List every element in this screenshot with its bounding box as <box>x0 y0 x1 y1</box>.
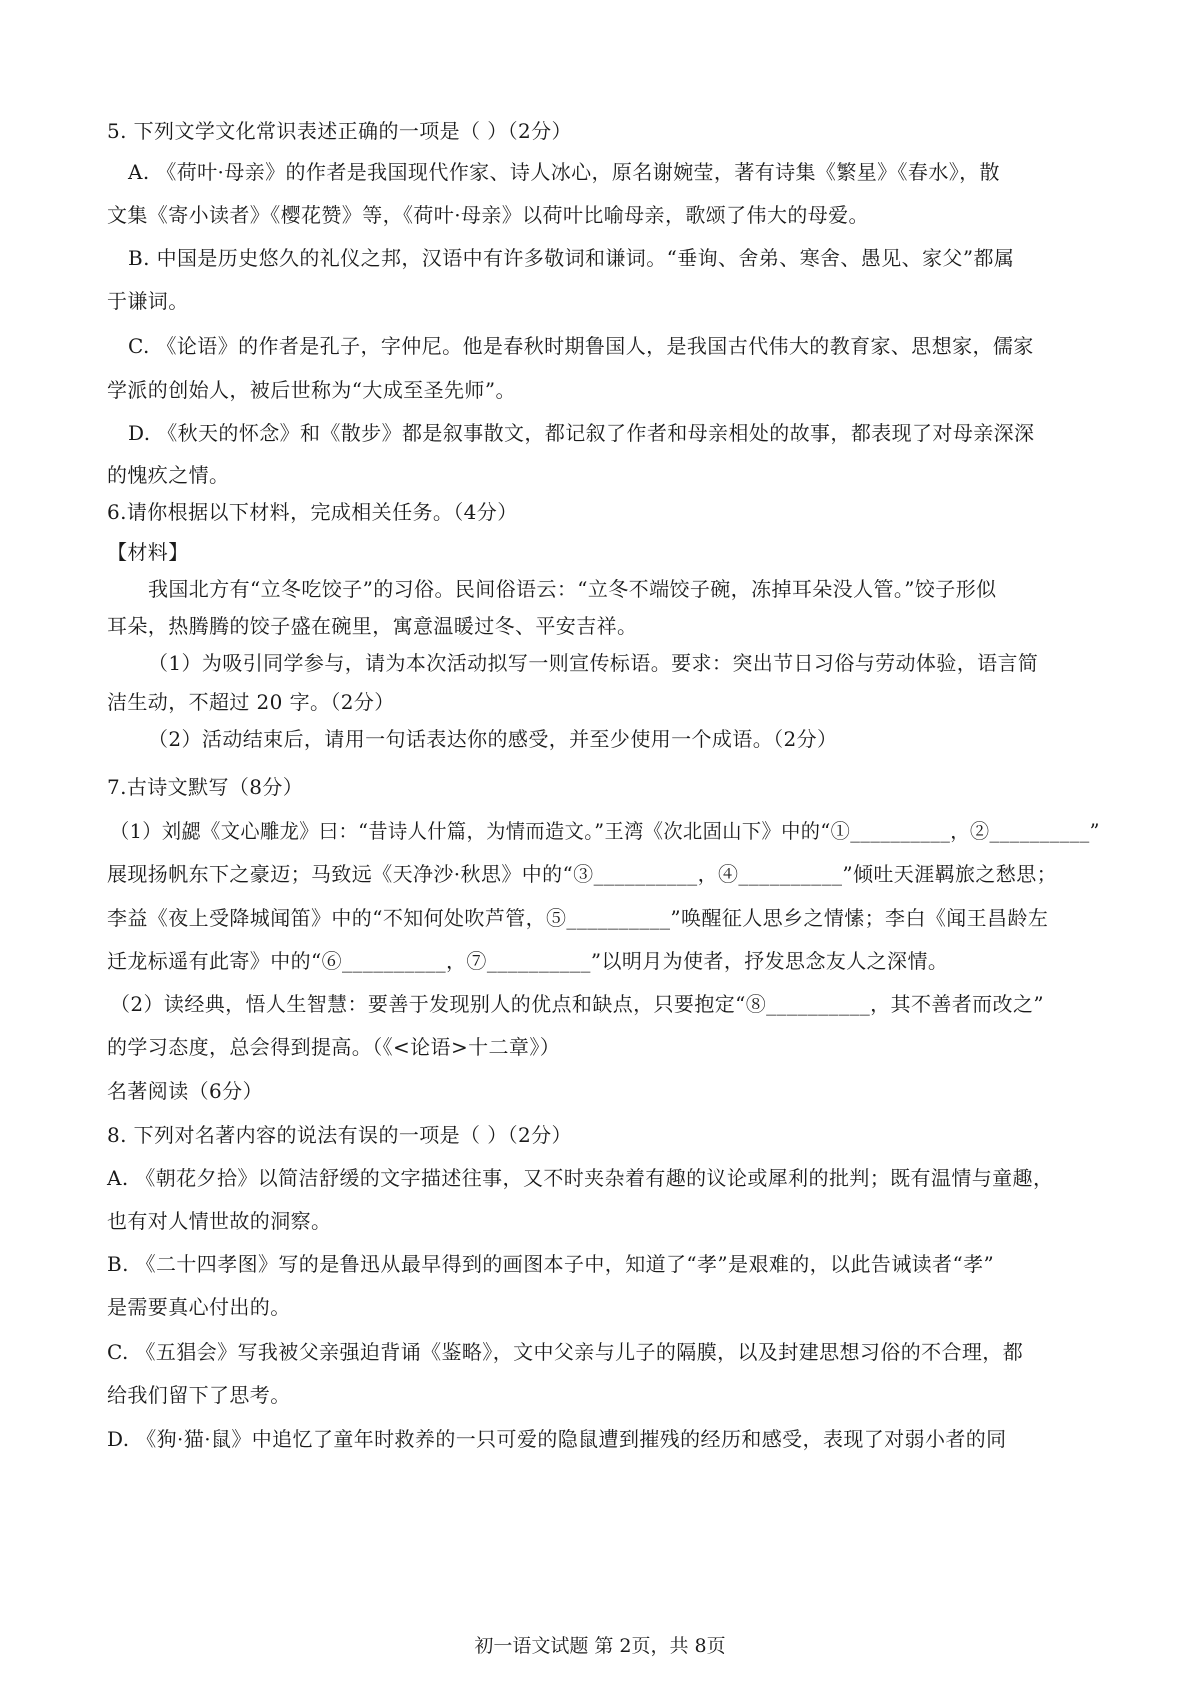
q8-option-b-line1: B. 《二十四孝图》写的是鲁迅从最早得到的画图本子中，知道了“孝”是艰难的，以此告诫读者“孝” <box>107 1252 995 1276</box>
q7-part1-line4: 迁龙标遥有此寄》中的“⑥__________，⑦__________”以明月为使者，抒发思念友人之深情。 <box>107 949 949 973</box>
q5-option-d-line2: 的愧疚之情。 <box>107 463 230 487</box>
q7-stem: 7.古诗文默写（8分） <box>107 775 304 799</box>
q8-option-c-line2: 给我们留下了思考。 <box>107 1383 291 1407</box>
q8-option-c-line1: C. 《五猖会》写我被父亲强迫背诵《鉴略》，文中父亲与儿子的隔膜，以及封建思想习俗的不合理，都 <box>107 1340 1024 1364</box>
q6-material-line1: 我国北方有“立冬吃饺子”的习俗。民间俗语云：“立冬不端饺子碗，冻掉耳朵没人管。”饺子形似 <box>148 577 997 601</box>
q7-part2-line1: （2）读经典，悟人生智慧：要善于发现别人的优点和缺点，只要抱定“⑧__________，其不善者而改之” <box>110 992 1044 1016</box>
q6-stem: 6.请你根据以下材料，完成相关任务。（4分） <box>107 500 518 524</box>
q5-option-c-line2: 学派的创始人，被后世称为“大成至圣先师”。 <box>107 378 516 402</box>
q8-option-d-line1: D. 《狗·猫·鼠》中追忆了童年时救养的一只可爱的隐鼠遭到摧残的经历和感受，表现了对弱小者的同 <box>107 1427 1007 1451</box>
q7-part1-line3: 李益《夜上受降城闻笛》中的“不知何处吹芦管，⑤__________”唤醒征人思乡之情愫；李白《闻王昌龄左 <box>107 906 1049 930</box>
q5-stem: 5. 下列文学文化常识表述正确的一项是（ ）（2分） <box>107 119 572 143</box>
q6-task1-line1: （1）为吸引同学参与，请为本次活动拟写一则宣传标语。要求：突出节日习俗与劳动体验，语言简 <box>148 651 1039 675</box>
q8-option-a-line1: A. 《朝花夕拾》以简洁舒缓的文字描述往事，又不时夹杂着有趣的议论或犀利的批判；既有温情与童趣， <box>107 1166 1054 1190</box>
q5-option-b-line2: 于谦词。 <box>107 289 189 313</box>
q6-material-line2: 耳朵，热腾腾的饺子盛在碗里，寓意温暖过冬、平安吉祥。 <box>107 614 638 638</box>
q6-task1-line2: 洁生动，不超过 20 字。（2分） <box>107 690 395 714</box>
q5-option-b-line1: B. 中国是历史悠久的礼仪之邦，汉语中有许多敬词和谦词。“垂询、舍弟、寒舍、愚见、家父”都属 <box>128 246 1015 270</box>
q8-stem: 8. 下列对名著内容的说法有误的一项是（ ）（2分） <box>107 1123 572 1147</box>
q7-part2-line2: 的学习态度，总会得到提高。（《<论语>十二章》） <box>107 1035 561 1059</box>
q6-material-label: 【材料】 <box>107 540 189 564</box>
page-footer: 初一语文试题 第 2页，共 8页 <box>474 1635 726 1657</box>
q6-task2: （2）活动结束后，请用一句话表达你的感受，并至少使用一个成语。（2分） <box>148 727 838 751</box>
q7-part1-line1: （1）刘勰《文心雕龙》曰：“昔诗人什篇，为情而造文。”王湾《次北固山下》中的“①__________，②__________” <box>110 819 1100 843</box>
q5-option-a-line1: A. 《荷叶·母亲》的作者是我国现代作家、诗人冰心，原名谢婉莹，著有诗集《繁星》《春水》，散 <box>128 160 1000 184</box>
q8-option-b-line2: 是需要真心付出的。 <box>107 1295 291 1319</box>
section-title-classics: 名著阅读（6分） <box>107 1079 263 1103</box>
q5-option-d-line1: D. 《秋天的怀念》和《散步》都是叙事散文，都记叙了作者和母亲相处的故事，都表现了对母亲深深 <box>128 421 1035 445</box>
q7-part1-line2: 展现扬帆东下之豪迈；马致远《天净沙·秋思》中的“③__________，④__________”倾吐天涯羁旅之愁思； <box>107 862 1058 886</box>
q5-option-c-line1: C. 《论语》的作者是孔子，字仲尼。他是春秋时期鲁国人，是我国古代伟大的教育家、思想家，儒家 <box>128 334 1034 358</box>
q5-option-a-line2: 文集《寄小读者》《樱花赞》等，《荷叶·母亲》以荷叶比喻母亲，歌颂了伟大的母爱。 <box>107 203 869 227</box>
q8-option-a-line2: 也有对人情世故的洞察。 <box>107 1209 332 1233</box>
